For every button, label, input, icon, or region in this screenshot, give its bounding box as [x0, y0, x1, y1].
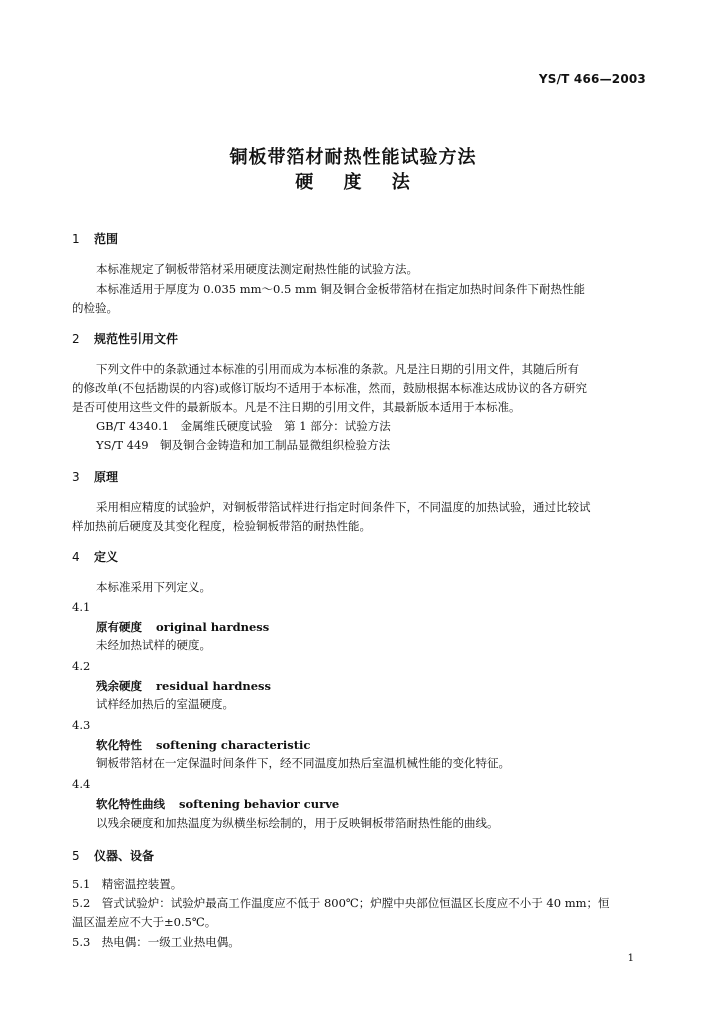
section-5-heading: [72, 847, 154, 864]
definition-number: 4.4: [72, 777, 91, 791]
paragraph: 本标准规定了铜板带箔材采用硬度法测定耐热性能的试验方法。: [96, 262, 418, 276]
document-title: 铜板带箔材耐热性能试验方法: [229, 147, 477, 168]
page-number: 1: [627, 953, 634, 964]
term-chinese: 原有硬度: [96, 620, 142, 634]
definition-text: 以残余硬度和加热温度为纵横坐标绘制的，用于反映铜板带箔耐热性能的曲线。: [96, 816, 499, 830]
section-title: 定义: [94, 550, 119, 564]
term-english: original hardness: [156, 620, 270, 634]
paragraph-continuation: 是否可使用这些文件的最新版本。凡是不注日期的引用文件，其最新版本适用于本标准。: [72, 400, 521, 414]
document-subtitle: 硬 度 法: [295, 172, 411, 193]
paragraph: 采用相应精度的试验炉，对铜板带箔试样进行指定时间条件下，不同温度的加热试验，通过比较试: [96, 500, 591, 514]
definition-text: 未经加热试样的硬度。: [96, 638, 211, 652]
list-item: 5.2 管式试验炉：试验炉最高工作温度应不低于 800℃；炉膛中央部位恒温区长度应不小于 40 mm；恒: [72, 896, 610, 910]
definition-term: [96, 737, 310, 753]
term-english: residual hardness: [156, 679, 271, 693]
definition-term: [96, 796, 339, 812]
section-1-heading: [72, 230, 118, 247]
paragraph: 下列文件中的条款通过本标准的引用而成为本标准的条款。凡是注日期的引用文件，其随后所有: [96, 362, 579, 376]
term-english: softening characteristic: [156, 738, 311, 752]
section-2-heading: [72, 330, 178, 347]
section-number: 5: [72, 849, 80, 863]
definition-term: [96, 619, 269, 635]
definition-term: [96, 678, 271, 694]
paragraph-continuation: 的检验。: [72, 301, 118, 315]
section-title: 仪器、设备: [94, 849, 155, 863]
section-number: 3: [72, 470, 80, 484]
list-item: 5.1 精密温控装置。: [72, 877, 183, 891]
section-number: 1: [72, 232, 80, 246]
reference-item: GB/T 4340.1 金属维氏硬度试验 第 1 部分：试验方法: [96, 419, 391, 433]
definition-number: 4.2: [72, 659, 91, 673]
reference-item: YS/T 449 铜及铜合金铸造和加工制品显微组织检验方法: [96, 438, 391, 452]
list-item: 5.3 热电偶：一级工业热电偶。: [72, 935, 240, 949]
term-english: softening behavior curve: [179, 797, 340, 811]
section-title: 范围: [94, 232, 119, 246]
definition-number: 4.3: [72, 718, 91, 732]
section-title: 原理: [94, 470, 119, 484]
paragraph: 本标准适用于厚度为 0.035 mm～0.5 mm 铜及铜合金板带箔材在指定加热时间条件下耐热性能: [96, 282, 585, 296]
definition-number: 4.1: [72, 600, 91, 614]
list-item-continuation: 温区温差应不大于±0.5℃。: [72, 915, 217, 929]
paragraph: 本标准采用下列定义。: [96, 580, 211, 594]
paragraph-continuation: 的修改单(不包括勘误的内容)或修订版均不适用于本标准，然而，鼓励根据本标准达成协议的各方研究: [72, 381, 587, 395]
definition-text: 试样经加热后的室温硬度。: [96, 697, 234, 711]
standard-code: YS/T 466—2003: [538, 72, 646, 86]
section-3-heading: [72, 468, 118, 485]
paragraph-continuation: 样加热前后硬度及其变化程度，检验铜板带箔的耐热性能。: [72, 519, 371, 533]
definition-text: 铜板带箔材在一定保温时间条件下，经不同温度加热后室温机械性能的变化特征。: [96, 756, 510, 770]
term-chinese: 软化特性曲线: [96, 797, 165, 811]
section-title: 规范性引用文件: [94, 332, 179, 346]
term-chinese: 残余硬度: [96, 679, 142, 693]
section-number: 4: [72, 550, 80, 564]
term-chinese: 软化特性: [96, 738, 142, 752]
section-number: 2: [72, 332, 80, 346]
section-4-heading: [72, 548, 118, 565]
